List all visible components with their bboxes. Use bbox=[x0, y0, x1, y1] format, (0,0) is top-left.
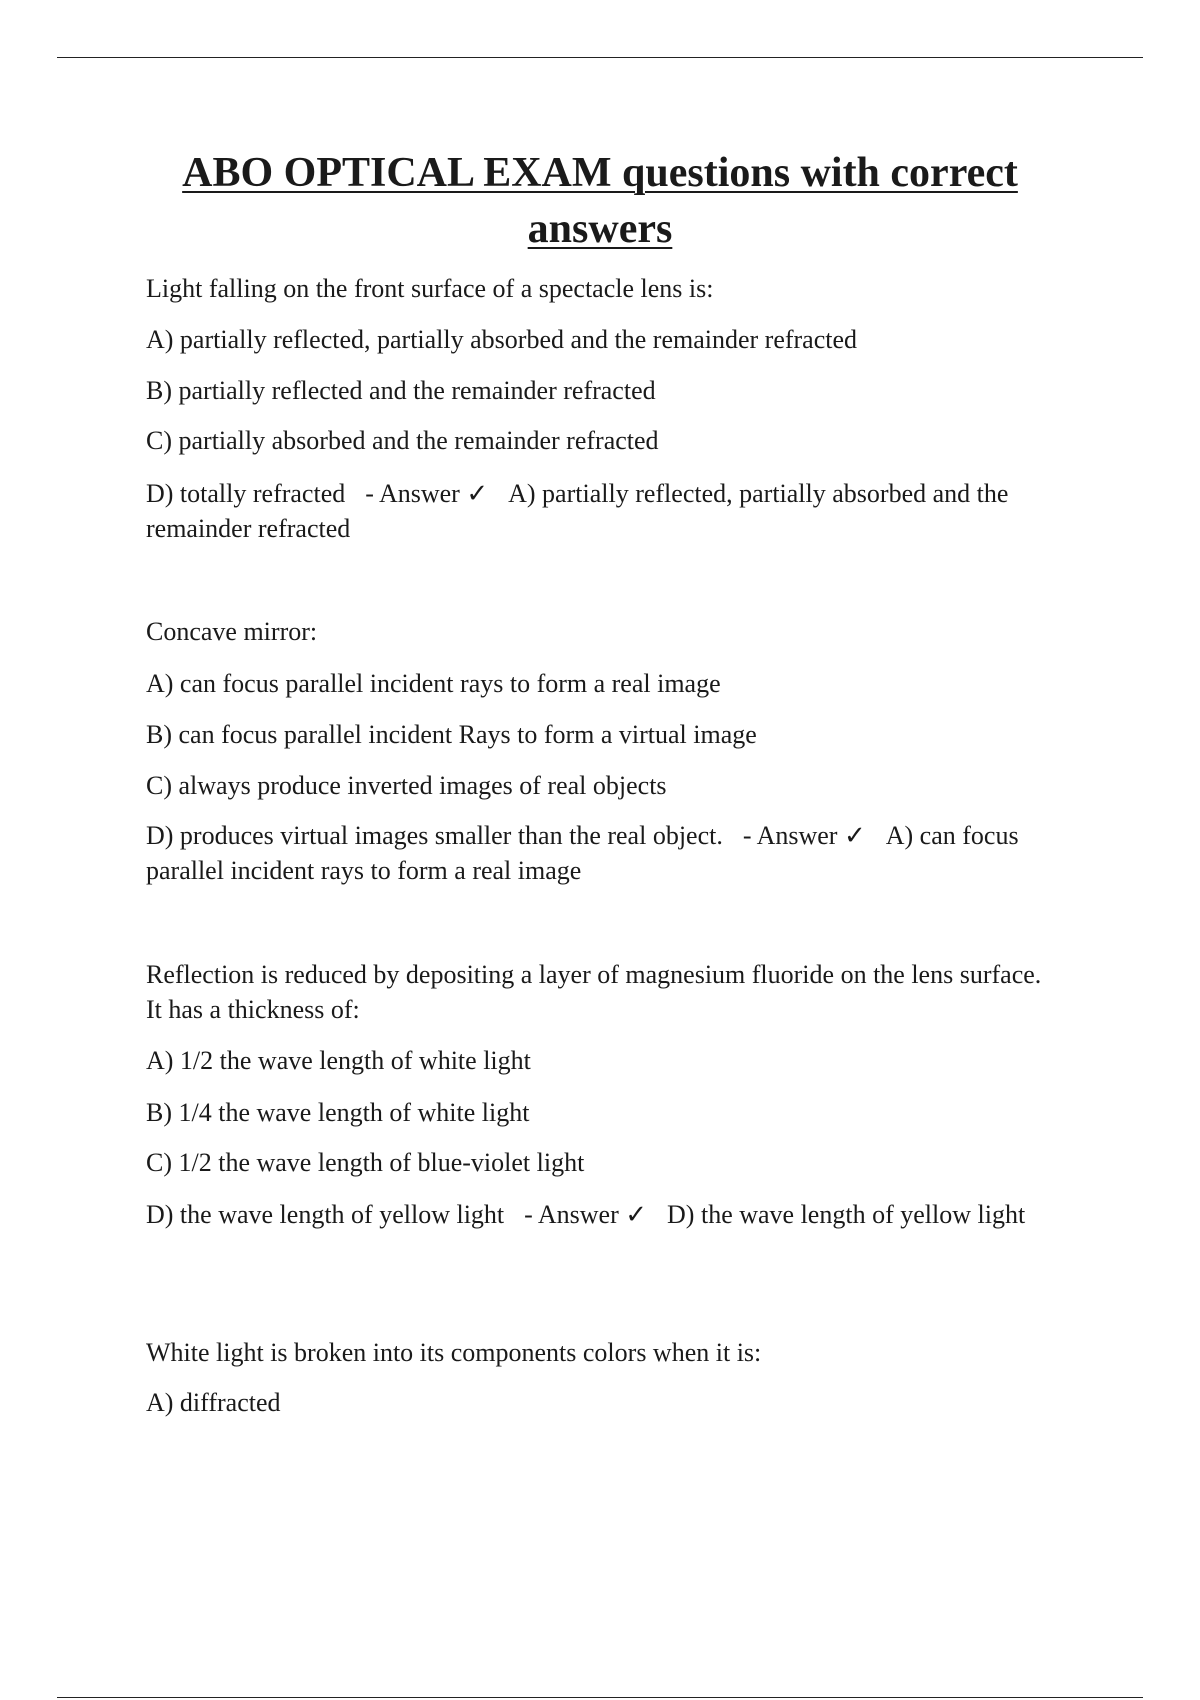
answer-label: - Answer ✓ bbox=[742, 821, 866, 850]
option-d-with-answer bbox=[146, 476, 1051, 546]
option-d: D) the wave length of yellow light bbox=[146, 1200, 505, 1229]
question-block bbox=[146, 957, 1051, 1027]
option-a: A) 1/2 the wave length of white light bbox=[146, 1046, 531, 1075]
option-a: A) diffracted bbox=[146, 1388, 281, 1417]
answer-label: - Answer ✓ bbox=[524, 1200, 648, 1229]
question-block bbox=[146, 1335, 1051, 1370]
question-prompt: Reflection is reduced by depositing a layer of magnesium fluoride on the lens surface. It has a thickness of: bbox=[146, 960, 1042, 1024]
option-d-with-answer bbox=[146, 818, 1051, 888]
answer-label: - Answer ✓ bbox=[365, 479, 489, 508]
page-title: ABO OPTICAL EXAM questions with correct answers bbox=[182, 150, 1018, 252]
question-block bbox=[146, 614, 1051, 649]
option-a: A) can focus parallel incident rays to form a real image bbox=[146, 669, 721, 698]
option-c: C) partially absorbed and the remainder refracted bbox=[146, 426, 659, 455]
correct-answer: A) can focus parallel incident rays to form a real image bbox=[146, 821, 1019, 885]
question-prompt: White light is broken into its components colors when it is: bbox=[146, 1338, 762, 1367]
correct-answer: D) the wave length of yellow light bbox=[667, 1200, 1026, 1229]
question-prompt: Concave mirror: bbox=[146, 617, 318, 646]
top-rule bbox=[57, 57, 1143, 58]
question-prompt: Light falling on the front surface of a spectacle lens is: bbox=[146, 274, 714, 303]
option-d: D) produces virtual images smaller than the real object. bbox=[146, 821, 723, 850]
option-b: B) partially reflected and the remainder refracted bbox=[146, 376, 656, 405]
option-a: A) partially reflected, partially absorbed and the remainder refracted bbox=[146, 325, 858, 354]
option-b: B) can focus parallel incident Rays to form a virtual image bbox=[146, 720, 757, 749]
bottom-rule bbox=[57, 1697, 1143, 1698]
option-c: C) always produce inverted images of real objects bbox=[146, 771, 667, 800]
option-c: C) 1/2 the wave length of blue-violet light bbox=[146, 1148, 585, 1177]
option-d-with-answer bbox=[146, 1197, 1051, 1232]
question-block bbox=[146, 271, 1051, 306]
option-b: B) 1/4 the wave length of white light bbox=[146, 1098, 530, 1127]
option-d: D) totally refracted bbox=[146, 479, 346, 508]
correct-answer: A) partially reflected, partially absorbed and the remainder refracted bbox=[146, 479, 1009, 543]
